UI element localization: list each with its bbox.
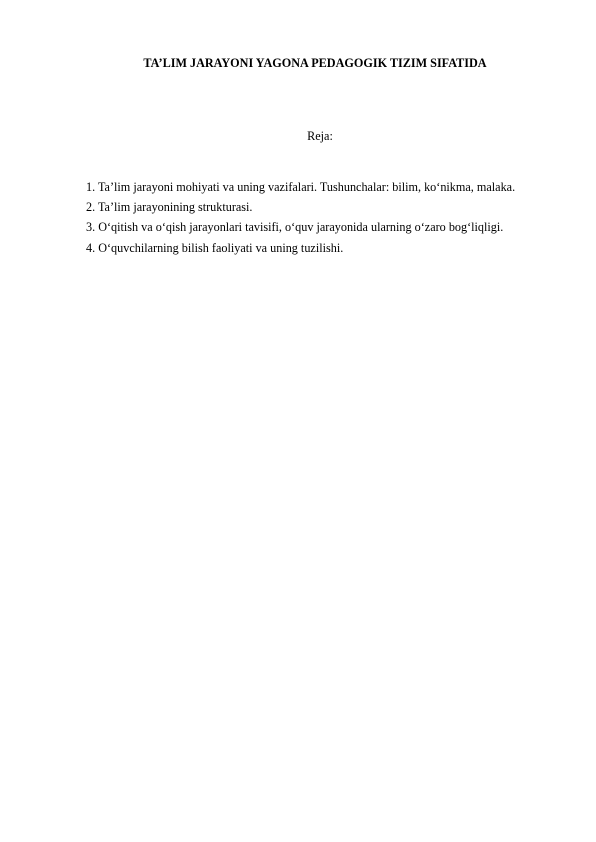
- plan-item: 3. O‘qitish va o‘qish jarayonlari tavisifi, o‘quv jarayonida ularning o‘zaro bog‘liqligi.: [86, 220, 504, 235]
- plan-item: 2. Ta’lim jarayonining strukturasi.: [86, 200, 253, 215]
- plan-heading: Reja:: [307, 129, 333, 143]
- plan-list: [86, 177, 542, 258]
- plan-item: 1. Ta’lim jarayoni mohiyati va uning vazifalari. Tushunchalar: bilim, ko‘nikma, malaka.: [86, 180, 516, 194]
- page-title: TA’LIM JARAYONI YAGONA PEDAGOGIK TIZIM SIFATIDA: [143, 56, 487, 70]
- plan-item: 4. O‘quvchilarning bilish faoliyati va uning tuzilishi.: [86, 240, 344, 255]
